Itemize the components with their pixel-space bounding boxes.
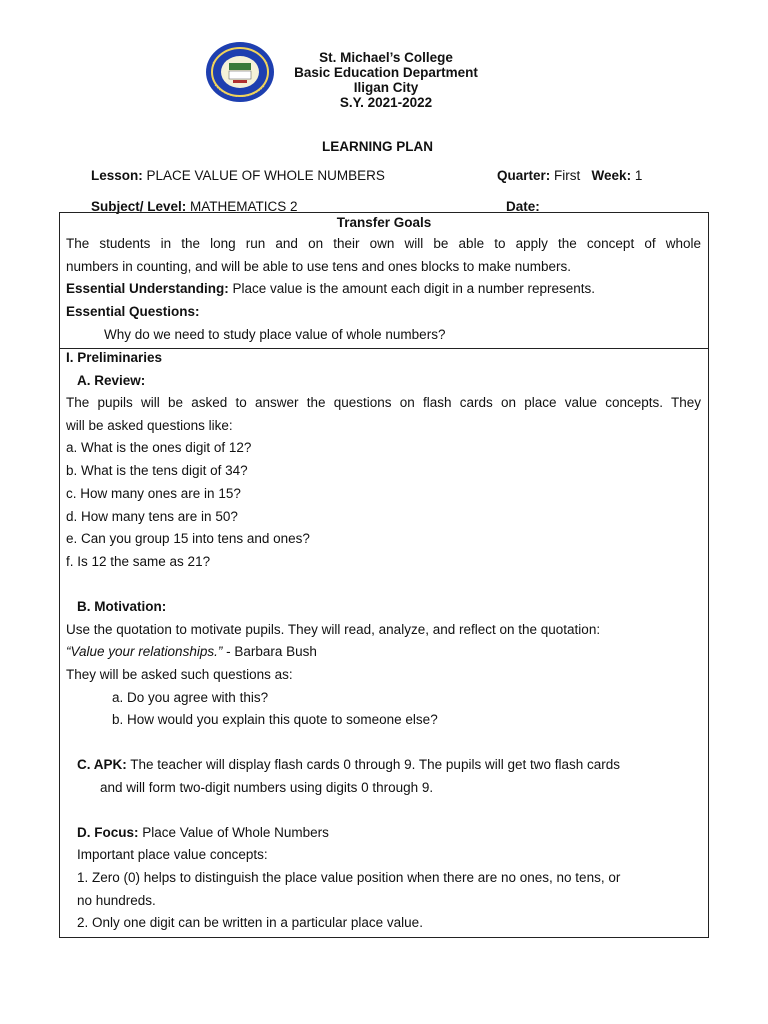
essential-questions-label: Essential Questions: bbox=[66, 304, 200, 319]
review-intro-line-1: The pupils will be asked to answer the questions on flash cards on place value concepts. They bbox=[66, 395, 701, 410]
school-year: S.Y. 2021-2022 bbox=[339, 95, 433, 110]
review-question: d. How many tens are in 50? bbox=[66, 509, 238, 524]
motivation-item: b. How would you explain this quote to someone else? bbox=[112, 712, 438, 727]
focus-concept-2: 2. Only one digit can be written in a particular place value. bbox=[77, 915, 423, 930]
transfer-goals-box bbox=[59, 212, 709, 349]
review-question: f. Is 12 the same as 21? bbox=[66, 554, 211, 569]
week-label: Week: bbox=[591, 168, 632, 183]
city-name: Iligan City bbox=[353, 80, 419, 95]
review-question: e. Can you group 15 into tens and ones? bbox=[66, 531, 310, 546]
motivation-label: B. Motivation: bbox=[77, 599, 167, 614]
date-label: Date: bbox=[506, 199, 540, 214]
transfer-goal-line-1: The students in the long run and on their own will be able to apply the concept of whole bbox=[66, 236, 701, 251]
essential-understanding bbox=[66, 281, 595, 297]
quarter-value: First bbox=[554, 168, 581, 183]
apk-line-1 bbox=[77, 757, 620, 773]
lesson-row bbox=[91, 168, 385, 184]
motivation-item: a. Do you agree with this? bbox=[112, 690, 269, 705]
essential-understanding-text: Place value is the amount each digit in a number represents. bbox=[228, 281, 595, 296]
lesson-label: Lesson: bbox=[91, 168, 143, 183]
apk-label: C. APK: bbox=[77, 757, 127, 772]
focus-line bbox=[77, 825, 329, 841]
lesson-value: PLACE VALUE OF WHOLE NUMBERS bbox=[146, 168, 385, 183]
review-question: a. What is the ones digit of 12? bbox=[66, 440, 252, 455]
focus-text: Place Value of Whole Numbers bbox=[138, 825, 329, 840]
document-title: LEARNING PLAN bbox=[322, 139, 433, 154]
quarter-label: Quarter: bbox=[497, 168, 551, 183]
week-value: 1 bbox=[634, 168, 643, 183]
preliminaries-box bbox=[59, 348, 709, 938]
quarter-week-row bbox=[497, 168, 642, 184]
quote-author: - Barbara Bush bbox=[222, 644, 317, 659]
focus-concept-1-line-1: 1. Zero (0) helps to distinguish the place value position when there are no ones, no tens, or bbox=[77, 870, 621, 885]
school-name: St. Michael’s College bbox=[319, 50, 453, 65]
review-label: A. Review: bbox=[77, 373, 146, 388]
transfer-goal-line-2: numbers in counting, and will be able to use tens and ones blocks to make numbers. bbox=[66, 259, 572, 274]
focus-label: D. Focus: bbox=[77, 825, 139, 840]
apk-line-2: and will form two-digit numbers using digits 0 through 9. bbox=[100, 780, 434, 795]
review-question: c. How many ones are in 15? bbox=[66, 486, 241, 501]
essential-understanding-label: Essential Understanding: bbox=[66, 281, 229, 296]
department-name: Basic Education Department bbox=[294, 65, 478, 80]
essential-question: Why do we need to study place value of whole numbers? bbox=[104, 327, 446, 342]
focus-concept-1-line-2: no hundreds. bbox=[77, 893, 156, 908]
subject-label: Subject/ Level: bbox=[91, 199, 187, 214]
motivation-line-1: Use the quotation to motivate pupils. They will read, analyze, and reflect on the quotation: bbox=[66, 622, 601, 637]
subject-value: MATHEMATICS 2 bbox=[190, 199, 298, 214]
focus-intro: Important place value concepts: bbox=[77, 847, 268, 862]
apk-text: The teacher will display flash cards 0 through 9. The pupils will get two flash cards bbox=[126, 757, 621, 772]
motivation-quote bbox=[66, 644, 317, 660]
review-question: b. What is the tens digit of 34? bbox=[66, 463, 248, 478]
preliminaries-heading: I. Preliminaries bbox=[66, 350, 163, 365]
review-intro-line-2: will be asked questions like: bbox=[66, 418, 233, 433]
transfer-goals-heading: Transfer Goals bbox=[336, 215, 432, 230]
quote-text: “Value your relationships.” bbox=[66, 644, 223, 659]
motivation-line-3: They will be asked such questions as: bbox=[66, 667, 293, 682]
